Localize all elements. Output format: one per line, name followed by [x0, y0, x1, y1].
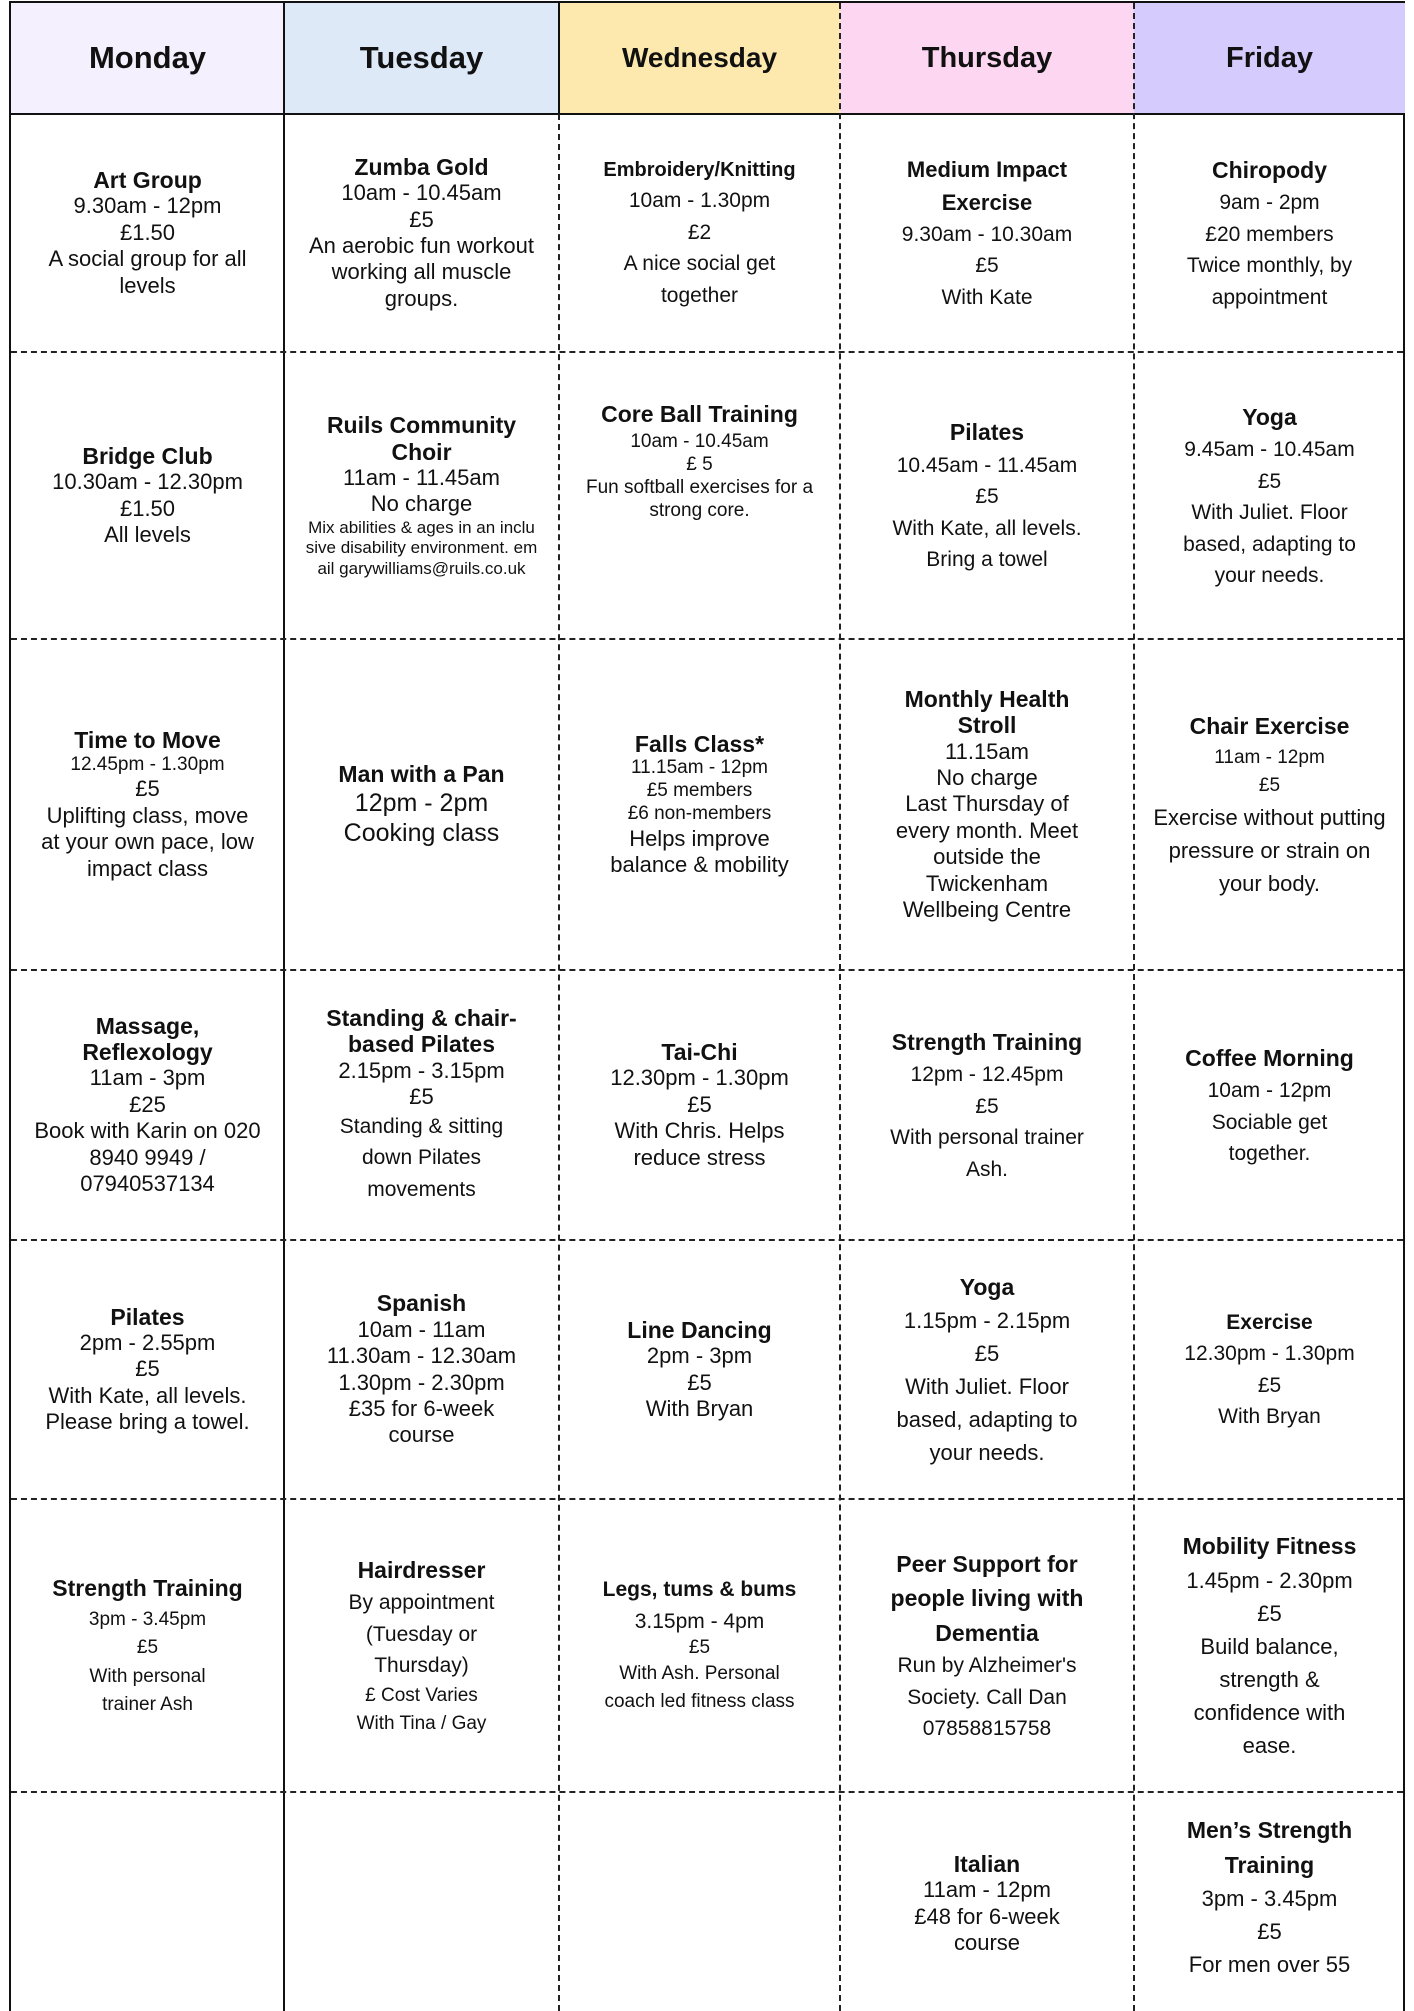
activity-price: £5	[1258, 775, 1281, 797]
activity-cell	[840, 640, 1134, 969]
activity-title: Chair Exercise	[1189, 713, 1350, 740]
activity-time: By appointment (Tuesday or Thursday)	[348, 1591, 495, 1677]
activity-description: With Chris. Helps reduce stress	[614, 1118, 785, 1170]
day-label-tuesday: Tuesday	[359, 40, 484, 75]
activity-cell	[559, 640, 840, 969]
activity-description: All levels	[104, 521, 191, 547]
activity-cell	[1134, 115, 1405, 351]
activity-time: 2pm - 3pm	[646, 1343, 753, 1369]
activity-price: £6 non-members	[627, 802, 772, 824]
activity-description: Standing & sitting down Pilates movements	[339, 1114, 504, 1201]
activity-description: With Kate, all levels. Bring a towel	[892, 516, 1082, 572]
activity-title: Time to Move	[74, 727, 221, 754]
activity-title: Man with a Pan	[338, 761, 505, 788]
activity-time: 11.15am - 12pm	[631, 757, 768, 779]
activity-cell	[11, 640, 284, 969]
activity-title: Medium Impact Exercise	[906, 156, 1068, 215]
activity-cell	[284, 640, 559, 969]
weekly-timetable	[9, 1, 1405, 2011]
activity-time: 12.45pm - 1.30pm	[70, 753, 225, 775]
header-friday	[1134, 3, 1405, 113]
activity-title: Yoga	[959, 1273, 1015, 1300]
header-wednesday	[559, 3, 840, 113]
activity-cell	[11, 1241, 284, 1498]
activity-cell	[559, 1500, 840, 1791]
activity-time: 10am - 11am	[357, 1316, 486, 1342]
activity-description: Sociable get together.	[1211, 1110, 1328, 1165]
header-thursday	[840, 3, 1134, 113]
activity-title: Art Group	[93, 167, 202, 193]
activity-price: £5	[1257, 1600, 1282, 1626]
activity-price: £1.50	[119, 219, 176, 245]
activity-description: Twice monthly, by appointment	[1186, 254, 1353, 309]
activity-price: £35 for 6-week course	[348, 1395, 495, 1448]
activity-cell	[559, 115, 840, 351]
activity-price: £5	[687, 1091, 712, 1117]
activity-title: Mobility Fitness	[1182, 1533, 1357, 1560]
activity-cell	[840, 971, 1134, 1239]
activity-price: £20 members	[1205, 222, 1334, 246]
activity-description: Mix abilities & ages in an inclusive disability environment. email garywilliams@ruils.co.uk	[305, 517, 538, 578]
activity-time: 12pm - 12.45pm	[910, 1063, 1064, 1087]
activity-cell	[840, 353, 1134, 638]
activity-time: 11.30am - 12.30am	[326, 1343, 517, 1369]
activity-title: Core Ball Training	[601, 401, 798, 427]
activity-description: A nice social get together	[623, 252, 776, 307]
activity-cell	[559, 1241, 840, 1498]
activity-cell	[559, 971, 840, 1239]
activity-price: £5	[975, 485, 999, 509]
activity-description: Helps improve balance & mobility	[610, 825, 789, 877]
activity-cell	[284, 353, 559, 638]
activity-description: A social group for all levels	[48, 246, 247, 298]
activity-title: Falls Class*	[634, 730, 765, 757]
activity-title: Strength Training	[891, 1028, 1083, 1055]
activity-title: Spanish	[376, 1290, 467, 1317]
activity-cell	[284, 115, 559, 351]
activity-title: Embroidery/Knitting	[603, 159, 796, 181]
activity-cell	[11, 115, 284, 351]
activity-price: £ 5	[686, 454, 713, 476]
activity-time: 10am - 10.45am	[630, 431, 769, 453]
header-monday	[11, 3, 284, 113]
activity-price: £5	[1257, 1919, 1282, 1944]
activity-title: Legs, tums & bums	[602, 1578, 797, 1602]
activity-description: With Ash. Personal coach led fitness class	[604, 1662, 795, 1713]
activity-title: Pilates	[110, 1303, 185, 1330]
activity-price: £5	[409, 206, 434, 232]
activity-price: £5	[135, 1356, 160, 1382]
activity-cell	[11, 971, 284, 1239]
activity-description: With personal trainer Ash	[89, 1665, 206, 1716]
activity-cell	[840, 1241, 1134, 1498]
activity-description: Build balance, strength & confidence with ease.	[1193, 1633, 1346, 1758]
activity-cell	[840, 115, 1134, 351]
activity-time: 11am - 12pm	[923, 1877, 1051, 1903]
activity-title: Pilates	[949, 419, 1025, 446]
activity-description: Fun softball exercises for a strong core.	[585, 477, 814, 521]
activity-price: £5	[1257, 1373, 1282, 1397]
activity-title: Zumba Gold	[354, 153, 489, 180]
activity-title: Hairdresser	[357, 1556, 486, 1583]
activity-cell	[1134, 1241, 1405, 1498]
activity-price: £5 members	[646, 779, 753, 801]
activity-title: Yoga	[1242, 403, 1297, 430]
day-label-wednesday: Wednesday	[621, 42, 778, 73]
activity-description: Last Thursday of every month. Meet outside the Twickenham Wellbeing Centre	[895, 791, 1079, 922]
activity-time: 10am - 10.45am	[341, 180, 502, 206]
activity-cell	[840, 1793, 1134, 2003]
activity-title: Exercise	[1226, 1310, 1313, 1334]
activity-description: Cooking class	[343, 818, 500, 847]
activity-description: With Kate, all levels. Please bring a towel.	[45, 1382, 250, 1435]
activity-description: With Kate	[941, 285, 1033, 309]
activity-title: Coffee Morning	[1185, 1044, 1354, 1071]
activity-time: 12.30pm - 1.30pm	[610, 1065, 789, 1091]
activity-description: With Bryan	[1218, 1405, 1321, 1428]
activity-time: 9am - 2pm	[1219, 191, 1320, 215]
activity-time: 10am - 1.30pm	[628, 189, 771, 212]
activity-cell	[1134, 1793, 1405, 2003]
activity-time: 12.30pm - 1.30pm	[1184, 1342, 1355, 1365]
activity-time: 3pm - 3.45pm	[1201, 1886, 1338, 1911]
activity-title: Standing & chair-based Pilates	[326, 1004, 517, 1058]
activity-description: With Juliet. Floor based, adapting to your needs.	[896, 1374, 1078, 1466]
activity-time: 11.15am	[945, 738, 1029, 764]
activity-time: 9.30am - 12pm	[73, 193, 222, 219]
activity-price: £2	[687, 220, 712, 244]
activity-title: Chiropody	[1212, 156, 1327, 183]
activity-cell	[840, 1500, 1134, 1791]
activity-cell	[284, 1241, 559, 1498]
activity-time: 1.15pm - 2.15pm	[903, 1308, 1071, 1334]
activity-description: Book with Karin on 020 8940 9949 / 07940537134	[34, 1118, 261, 1197]
activity-time: 1.30pm - 2.30pm	[338, 1369, 505, 1395]
activity-time: 3pm - 3.45pm	[88, 1608, 207, 1630]
activity-price: £5	[1257, 469, 1282, 493]
activity-price: £25	[129, 1091, 166, 1117]
activity-price: £5	[136, 1637, 159, 1659]
activity-title: Peer Support for people living with Dementia	[890, 1550, 1084, 1646]
activity-time: 11am - 11.45am	[343, 464, 500, 490]
day-label-thursday: Thursday	[921, 41, 1053, 74]
activity-title: Men’s Strength Training	[1186, 1817, 1353, 1878]
activity-price: £1.50	[119, 495, 176, 521]
activity-cell	[1134, 1500, 1405, 1791]
activity-title: Ruils Community Choir	[326, 412, 517, 465]
activity-description: Uplifting class, move at your own pace, low impact class	[41, 802, 254, 881]
activity-time: 3.15pm - 4pm	[634, 1609, 765, 1633]
activity-price: No charge	[370, 491, 473, 517]
activity-time: 11am - 3pm	[89, 1065, 206, 1091]
activity-price: £5	[135, 776, 160, 802]
activity-description: With Tina / Gay	[356, 1713, 487, 1734]
activity-price: £5	[687, 1369, 712, 1395]
activity-description: With Juliet. Floor based, adapting to your needs.	[1183, 501, 1356, 587]
activity-time: 10.30am - 12.30pm	[52, 469, 243, 495]
activity-time: 11am - 12pm	[1214, 746, 1325, 768]
day-label-monday: Monday	[88, 40, 207, 75]
activity-price: £48 for 6-week course	[914, 1903, 1060, 1956]
activity-cell	[1134, 971, 1405, 1239]
activity-price: No charge	[936, 764, 1038, 790]
activity-cell	[284, 971, 559, 1239]
activity-description: Run by Alzheimer's Society. Call Dan 07858815758	[897, 1654, 1077, 1740]
activity-time: 2.15pm - 3.15pm	[338, 1057, 505, 1083]
activity-price: £5	[409, 1084, 434, 1110]
activity-price: £5	[974, 1341, 1000, 1367]
activity-title: Tai-Chi	[661, 1039, 738, 1065]
activity-time: 1.45pm - 2.30pm	[1186, 1567, 1353, 1593]
header-tuesday	[284, 3, 559, 113]
activity-title: Line Dancing	[627, 1316, 772, 1343]
activity-time: 12pm - 2pm	[354, 788, 489, 817]
activity-title: Bridge Club	[82, 442, 213, 469]
activity-time: 10am - 12pm	[1207, 1079, 1332, 1102]
activity-price: £ Cost Varies	[365, 1684, 478, 1706]
activity-title: Italian	[953, 1851, 1021, 1877]
activity-time: 9.45am - 10.45am	[1184, 438, 1355, 461]
activity-description: Exercise without putting pressure or strain on your body.	[1153, 804, 1386, 896]
activity-cell	[11, 1500, 284, 1791]
activity-description: With personal trainer Ash.	[890, 1126, 1084, 1181]
activity-time: 10.45am - 11.45am	[896, 453, 1078, 477]
activity-time: 9.30am - 10.30am	[901, 222, 1073, 246]
activity-title: Monthly Health Stroll	[904, 685, 1070, 739]
activity-description: With Bryan	[645, 1395, 754, 1421]
activity-price: £5	[975, 254, 999, 278]
activity-cell	[11, 353, 284, 638]
activity-description: An aerobic fun workout working all muscle groups.	[308, 233, 535, 311]
activity-time: 2pm - 2.55pm	[79, 1329, 216, 1355]
activity-cell	[559, 353, 840, 638]
activity-title: Massage, Reflexology	[82, 1012, 213, 1066]
activity-cell	[284, 1500, 559, 1791]
column-divider	[558, 3, 560, 114]
activity-cell	[1134, 640, 1405, 969]
day-label-friday: Friday	[1225, 41, 1314, 74]
activity-price: £5	[975, 1094, 999, 1118]
activity-description: For men over 55	[1188, 1952, 1351, 1977]
activity-price: £5	[688, 1637, 711, 1659]
activity-title: Strength Training	[52, 1575, 243, 1602]
activity-cell	[1134, 353, 1405, 638]
